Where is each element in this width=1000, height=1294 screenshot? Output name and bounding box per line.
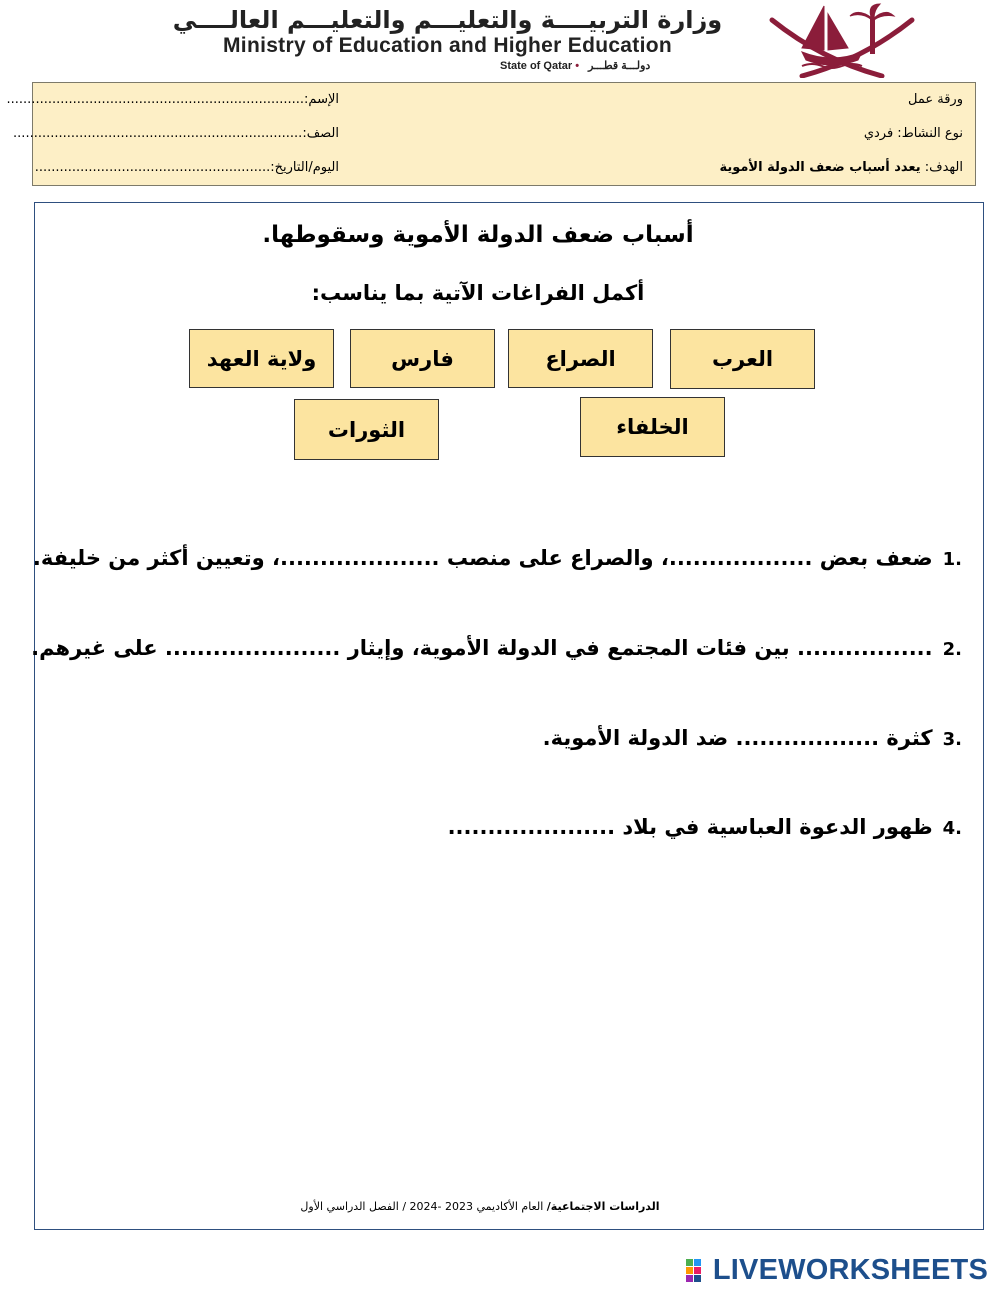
name-label: الإسم: [304,92,339,107]
name-blank[interactable]: ........................................................................ [6,92,305,107]
word-bank-item[interactable]: الخلفاء [580,397,725,457]
footer-info [220,1200,740,1213]
date-field[interactable] [35,160,339,175]
ministry-name-arabic: وزارة التربيــــة والتعليـــم والتعليـــم العالــــي [172,6,723,34]
question-text: ظهور الدعوة العباسية في بلاد ..................... [447,815,933,839]
state-english: State of Qatar [500,60,573,72]
qatar-emblem-icon [762,0,922,78]
goal-line [719,160,963,175]
question-number: .1 [942,549,962,570]
worksheet-label: ورقة عمل [908,92,963,107]
state-arabic: دولـــة قطـــر [588,60,651,72]
ministry-name-english: Ministry of Education and Higher Education [223,34,672,57]
word-bank-item[interactable]: فارس [350,329,495,388]
class-blank[interactable]: ...................................................................... [13,126,303,141]
word-bank-item[interactable]: الصراع [508,329,653,388]
date-label: اليوم/التاريخ: [270,160,339,175]
question-text: ................. بين فئات المجتمع في الدولة الأموية، وإيثار ...................... على غيرهم. [31,636,933,660]
question-text: ضعف بعض ..................، والصراع على منصب ....................، وتعيين أكثر من خليفة. [32,546,933,570]
question-number: .2 [942,639,962,660]
class-field[interactable] [13,126,339,141]
liveworksheets-brand[interactable] [685,1253,988,1287]
question-number: .4 [942,818,962,839]
date-blank[interactable]: ......................................................... [34,160,271,175]
class-label: الصف: [302,126,339,141]
question-4[interactable] [448,815,962,839]
question-2[interactable] [31,636,962,660]
question-text: كثرة .................. ضد الدولة الأموية. [542,726,933,750]
state-of-qatar-line: State of Qatar • دولـــة قطـــر [500,60,651,72]
liveworksheets-logo-icon [685,1257,711,1283]
word-bank-item[interactable]: الثورات [294,399,439,460]
word-bank-item[interactable]: العرب [670,329,815,389]
name-field[interactable] [7,92,339,107]
goal-value: يعدد أسباب ضعف الدولة الأموية [719,160,921,175]
activity-type: نوع النشاط: فردي [863,126,963,141]
goal-label: الهدف: [924,160,963,175]
footer-subject: الدراسات الاجتماعية/ [546,1200,660,1213]
brand-text: LIVEWORKSHEETS [712,1253,988,1286]
ministry-header [0,0,1000,80]
worksheet-title: أسباب ضعف الدولة الأموية وسقوطها. [262,222,694,248]
footer-details: العام الأكاديمي 2023 -2024 / الفصل الدراسي الأول [300,1200,544,1213]
question-3[interactable] [543,726,962,750]
question-number: .3 [942,729,962,750]
student-info-box [6,82,976,186]
worksheet-instruction: أكمل الفراغات الآتية بما يناسب: [311,281,645,305]
question-1[interactable] [33,546,962,570]
word-bank-item[interactable]: ولاية العهد [189,329,334,388]
